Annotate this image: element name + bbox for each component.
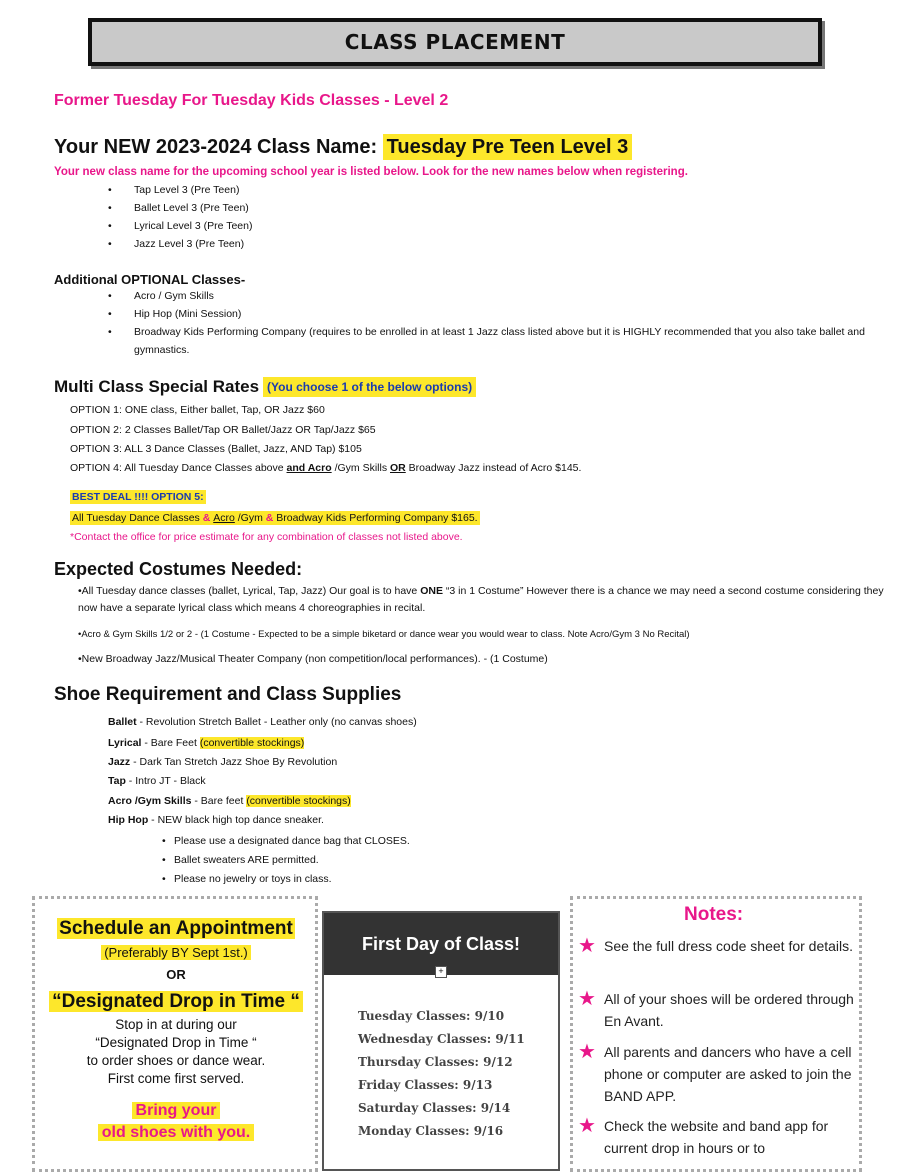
- first-day-item: Thursday Classes: 9/12: [358, 1055, 513, 1069]
- first-day-title: First Day of Class!: [324, 913, 558, 975]
- expected-costumes-heading: Expected Costumes Needed:: [54, 559, 303, 579]
- or-label: OR: [166, 967, 186, 982]
- new-class-list: [108, 181, 252, 253]
- option-1: OPTION 1: ONE class, Either ballet, Tap, OR Jazz $60: [70, 404, 325, 416]
- new-class-note: Your new class name for the upcoming school year is listed below. Look for the new names below when registering.: [54, 166, 688, 178]
- list-item: • Lyrical Level 3 (Pre Teen): [108, 217, 252, 235]
- first-day-item: Tuesday Classes: 9/10: [358, 1009, 505, 1023]
- star-icon: ★: [578, 988, 596, 1010]
- shoe-jazz: Jazz - Dark Tan Stretch Jazz Shoe By Revolution: [108, 756, 338, 768]
- list-item: • Jazz Level 3 (Pre Teen): [108, 235, 252, 253]
- list-item: • Broadway Kids Performing Company (requires to be enrolled in at least 1 Jazz class listed above but it is HIGHLY recommended that you also take ballet and gymnastics.: [108, 323, 868, 359]
- note-item: See the full dress code sheet for details.: [604, 938, 854, 954]
- shoe-hip-hop: Hip Hop - NEW black high top dance sneaker.: [108, 814, 324, 826]
- drop-in-description: Stop in at during our “Designated Drop in Time “ to order shoes or dance wear. First come first served.: [86, 1017, 266, 1086]
- preferably-note: (Preferably BY Sept 1st.): [40, 944, 312, 962]
- list-item: • Please no jewelry or toys in class.: [162, 870, 410, 889]
- first-day-item: Saturday Classes: 9/14: [358, 1101, 511, 1115]
- first-day-item: Friday Classes: 9/13: [358, 1078, 493, 1092]
- former-class-heading: Former Tuesday For Tuesday Kids Classes - Level 2: [54, 92, 449, 109]
- list-item: • Please use a designated dance bag that CLOSES.: [162, 832, 410, 851]
- shoe-acro-gym: Acro /Gym Skills - Bare feet (convertible stockings): [108, 795, 351, 807]
- option-2: OPTION 2: 2 Classes Ballet/Tap OR Ballet/Jazz OR Tap/Jazz $65: [70, 424, 376, 436]
- supplies-list: [162, 832, 410, 889]
- option-5: All Tuesday Dance Classes & Acro /Gym & Broadway Kids Performing Company $165.: [72, 512, 478, 524]
- shoe-requirements-heading: Shoe Requirement and Class Supplies: [54, 684, 402, 705]
- class-placement-banner: [88, 18, 822, 66]
- star-icon: ★: [578, 935, 596, 957]
- additional-classes-heading: Additional OPTIONAL Classes-: [54, 272, 246, 287]
- additional-classes-list: [108, 287, 868, 359]
- star-icon: ★: [578, 1041, 596, 1063]
- banner-title: CLASS PLACEMENT: [344, 30, 566, 54]
- list-item: • Ballet sweaters ARE permitted.: [162, 851, 410, 870]
- option-3: OPTION 3: ALL 3 Dance Classes (Ballet, Jazz, AND Tap) $105: [70, 443, 362, 455]
- shoe-tap: Tap - Intro JT - Black: [108, 775, 206, 787]
- new-class-name: Tuesday Pre Teen Level 3: [383, 134, 633, 160]
- shoe-ballet: Ballet - Revolution Stretch Ballet - Leather only (no canvas shoes): [108, 716, 417, 728]
- designated-drop-in-title: “Designated Drop in Time “: [40, 991, 312, 1013]
- schedule-appointment-title: Schedule an Appointment: [59, 918, 293, 939]
- list-item: • Hip Hop (Mini Session): [108, 305, 868, 323]
- resize-handle-icon: +: [435, 966, 447, 978]
- list-item: • Acro / Gym Skills: [108, 287, 868, 305]
- contact-office-note: *Contact the office for price estimate for any combination of classes not listed above.: [70, 531, 463, 543]
- option-4: OPTION 4: All Tuesday Dance Classes above and Acro /Gym Skills OR Broadway Jazz instead of Acro $145.: [70, 462, 582, 474]
- first-day-of-class-box: [322, 911, 560, 1171]
- note-item: Check the website and band app for current drop in hours or to: [604, 1118, 829, 1156]
- costume-note-3: •New Broadway Jazz/Musical Theater Company (non competition/local performances). - (1 Costume): [78, 653, 548, 665]
- costume-note-1: •All Tuesday dance classes (ballet, Lyrical, Tap, Jazz) Our goal is to have ONE “3 in 1 Costume” However there is a chance we may need a second costume considering they now have a separate lyrical class which means 4 choreographies in recital.: [78, 585, 884, 614]
- best-deal-label: BEST DEAL !!!! OPTION 5:: [72, 491, 204, 503]
- notes-title: Notes:: [684, 904, 744, 925]
- shoe-lyrical: Lyrical - Bare Feet (convertible stockings): [108, 737, 305, 749]
- new-class-name-heading: Your NEW 2023-2024 Class Name: Tuesday Pre Teen Level 3: [54, 136, 632, 159]
- list-item: • Ballet Level 3 (Pre Teen): [108, 199, 252, 217]
- note-item: All parents and dancers who have a cell phone or computer are asked to join the BAND APP.: [604, 1044, 852, 1104]
- first-day-item: Monday Classes: 9/16: [358, 1124, 504, 1138]
- costume-note-2: •Acro & Gym Skills 1/2 or 2 - (1 Costume - Expected to be a simple biketard or dance wear you would wear to class. Note Acro/Gym 3 No Recital): [78, 629, 690, 640]
- star-icon: ★: [578, 1115, 596, 1137]
- bring-old-shoes-note: Bring your old shoes with you.: [40, 1100, 312, 1144]
- list-item: • Tap Level 3 (Pre Teen): [108, 181, 252, 199]
- multi-class-rates-heading: Multi Class Special Rates (You choose 1 of the below options): [54, 377, 476, 397]
- note-item: All of your shoes will be ordered through En Avant.: [604, 991, 854, 1029]
- first-day-item: Wednesday Classes: 9/11: [358, 1032, 525, 1046]
- choose-option-tag: (You choose 1 of the below options): [263, 377, 476, 397]
